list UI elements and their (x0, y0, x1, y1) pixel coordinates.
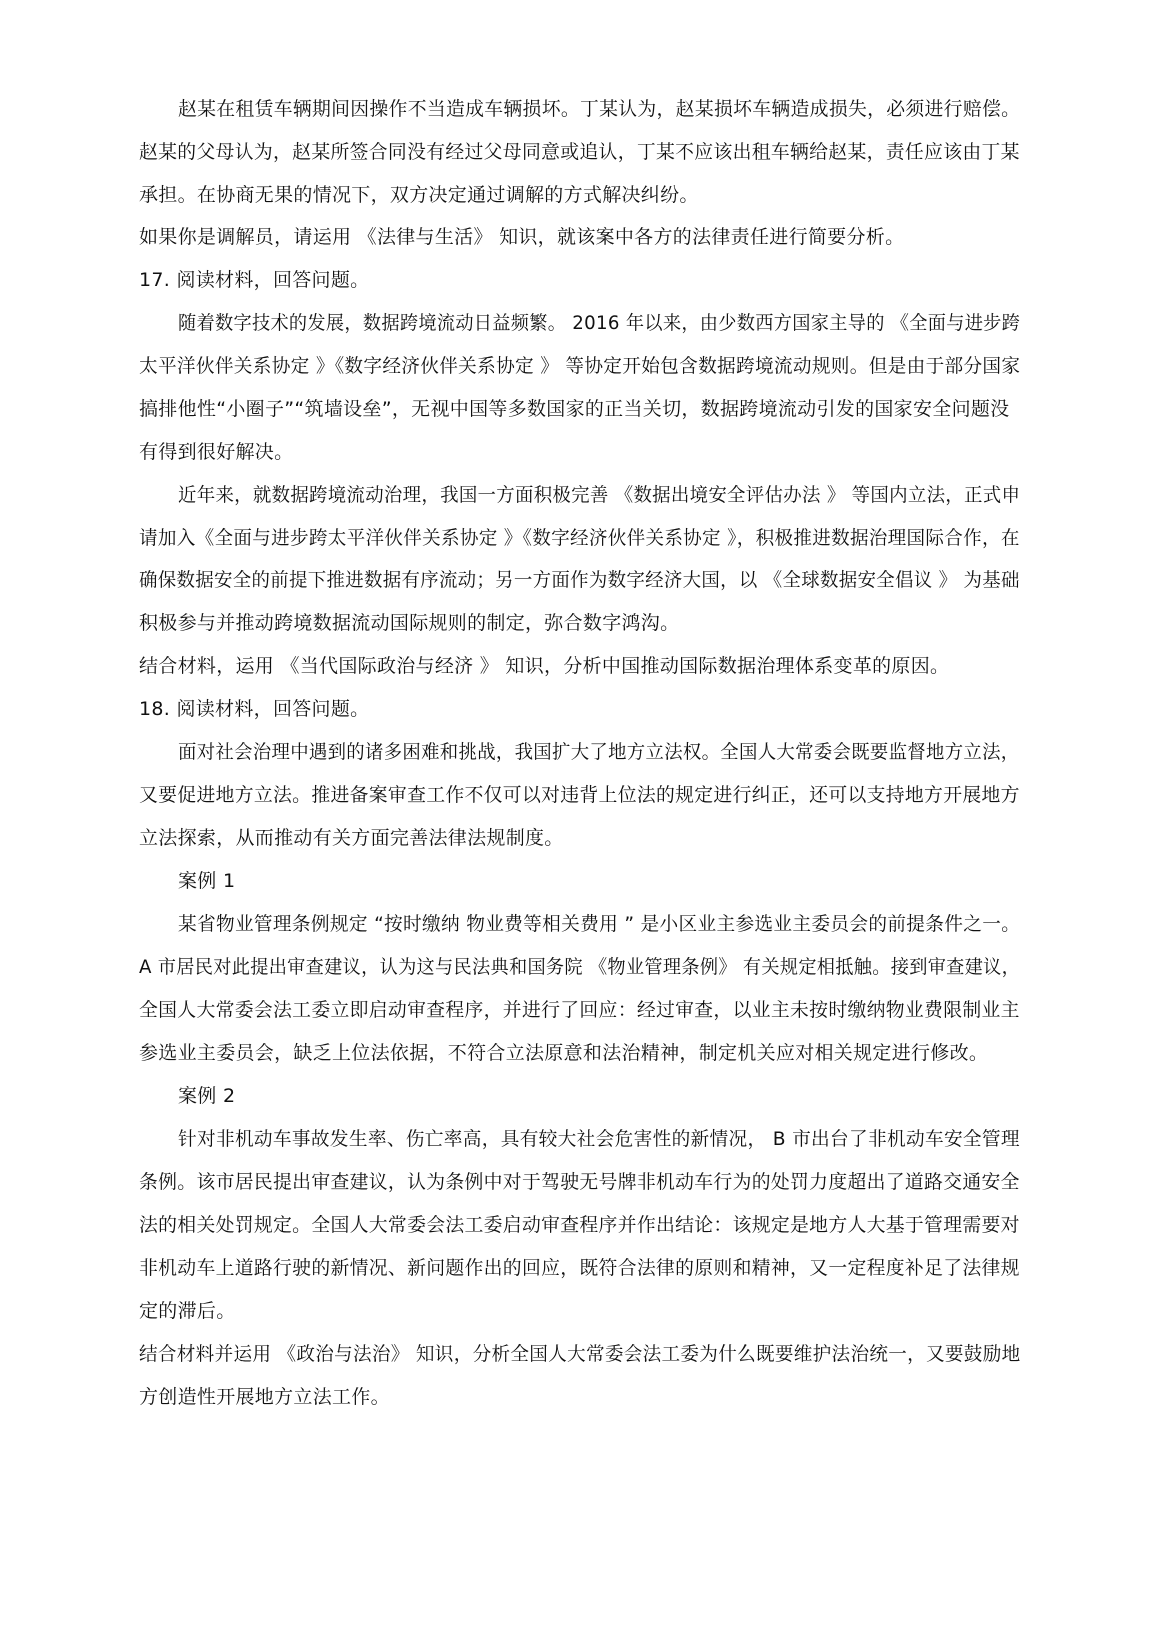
paragraph-line: 有得到很好解决。 (139, 441, 294, 463)
question-header-18: 18. 阅读材料，回答问题。 (139, 698, 370, 720)
case-heading-1: 案例 1 (178, 870, 236, 892)
paragraph-line: 确保数据安全的前提下推进数据有序流动；另一方面作为数字经济大国，以 《全球数据安全倡议 》 为基础 (139, 569, 1020, 591)
paragraph-line: 太平洋伙伴关系协定 》《数字经济伙伴关系协定 》 等协定开始包含数据跨境流动规则。但是由于部分国家 (139, 355, 1021, 377)
paragraph-line: 全国人大常委会法工委立即启动审查程序，并进行了回应：经过审查，以业主未按时缴纳物业费限制业主 (139, 999, 1020, 1021)
paragraph-line: 积极参与并推动跨境数据流动国际规则的制定，弥合数字鸿沟。 (139, 612, 680, 634)
paragraph-line: A 市居民对此提出审查建议，认为这与民法典和国务院 《物业管理条例》 有关规定相抵触。接到审查建议， (139, 956, 1021, 978)
paragraph-line: 立法探索，从而推动有关方面完善法律法规制度。 (139, 827, 564, 849)
paragraph-line: 非机动车上道路行驶的新情况、新问题作出的回应，既符合法律的原则和精神，又一定程度补足了法律规 (139, 1257, 1020, 1279)
paragraph-line: 参选业主委员会，缺乏上位法依据，不符合立法原意和法治精神，制定机关应对相关规定进行修改。 (139, 1042, 989, 1064)
question-prompt: 结合材料并运用 《政治与法治》 知识，分析全国人大常委会法工委为什么既要维护法治统一，又要鼓励地 (139, 1343, 1021, 1365)
case-heading-2: 案例 2 (178, 1085, 236, 1107)
paragraph-line: 赵某的父母认为，赵某所签合同没有经过父母同意或追认，丁某不应该出租车辆给赵某，责任应该由丁某 (139, 141, 1020, 163)
paragraph-line: 定的滞后。 (139, 1300, 236, 1322)
paragraph-line: 条例。该市居民提出审查建议，认为条例中对于驾驶无号牌非机动车行为的处罚力度超出了道路交通安全 (139, 1171, 1020, 1193)
paragraph-line: 近年来，就数据跨境流动治理，我国一方面积极完善 《数据出境安全评估办法 》 等国内立法，正式申 (178, 484, 1021, 506)
question-header-17: 17. 阅读材料，回答问题。 (139, 269, 370, 291)
paragraph-line: 针对非机动车事故发生率、伤亡率高，具有较大社会危害性的新情况， B 市出台了非机动车安全管理 (178, 1128, 1020, 1150)
paragraph-line: 又要促进地方立法。推进备案审查工作不仅可以对违背上位法的规定进行纠正，还可以支持地方开展地方 (139, 784, 1020, 806)
paragraph-line: 随着数字技术的发展，数据跨境流动日益频繁。 2016 年以来，由少数西方国家主导的 《全面与进步跨 (178, 312, 1021, 334)
question-prompt: 如果你是调解员，请运用 《法律与生活》 知识，就该案中各方的法律责任进行简要分析。 (139, 226, 905, 248)
paragraph-line: 承担。在协商无果的情况下，双方决定通过调解的方式解决纠纷。 (139, 184, 699, 206)
paragraph-line: 赵某在租赁车辆期间因操作不当造成车辆损坏。丁某认为，赵某损坏车辆造成损失，必须进行赔偿。 (178, 98, 1021, 120)
paragraph-line: 某省物业管理条例规定 “按时缴纳 物业费等相关费用 ” 是小区业主参选业主委员会的前提条件之一。 (178, 913, 1021, 935)
paragraph-line: 面对社会治理中遇到的诸多困难和挑战，我国扩大了地方立法权。全国人大常委会既要监督地方立法， (178, 741, 1020, 763)
paragraph-line: 搞排他性“小圈子”“筑墙设垒”，无视中国等多数国家的正当关切，数据跨境流动引发的国家安全问题没 (139, 398, 1010, 420)
paragraph-line: 法的相关处罚规定。全国人大常委会法工委启动审查程序并作出结论：该规定是地方人大基于管理需要对 (139, 1214, 1020, 1236)
paragraph-line: 请加入《全面与进步跨太平洋伙伴关系协定 》《数字经济伙伴关系协定 》，积极推进数据治理国际合作，在 (139, 527, 1020, 549)
question-prompt: 结合材料，运用 《当代国际政治与经济 》 知识，分析中国推动国际数据治理体系变革的原因。 (139, 655, 950, 677)
question-prompt: 方创造性开展地方立法工作。 (139, 1386, 390, 1408)
